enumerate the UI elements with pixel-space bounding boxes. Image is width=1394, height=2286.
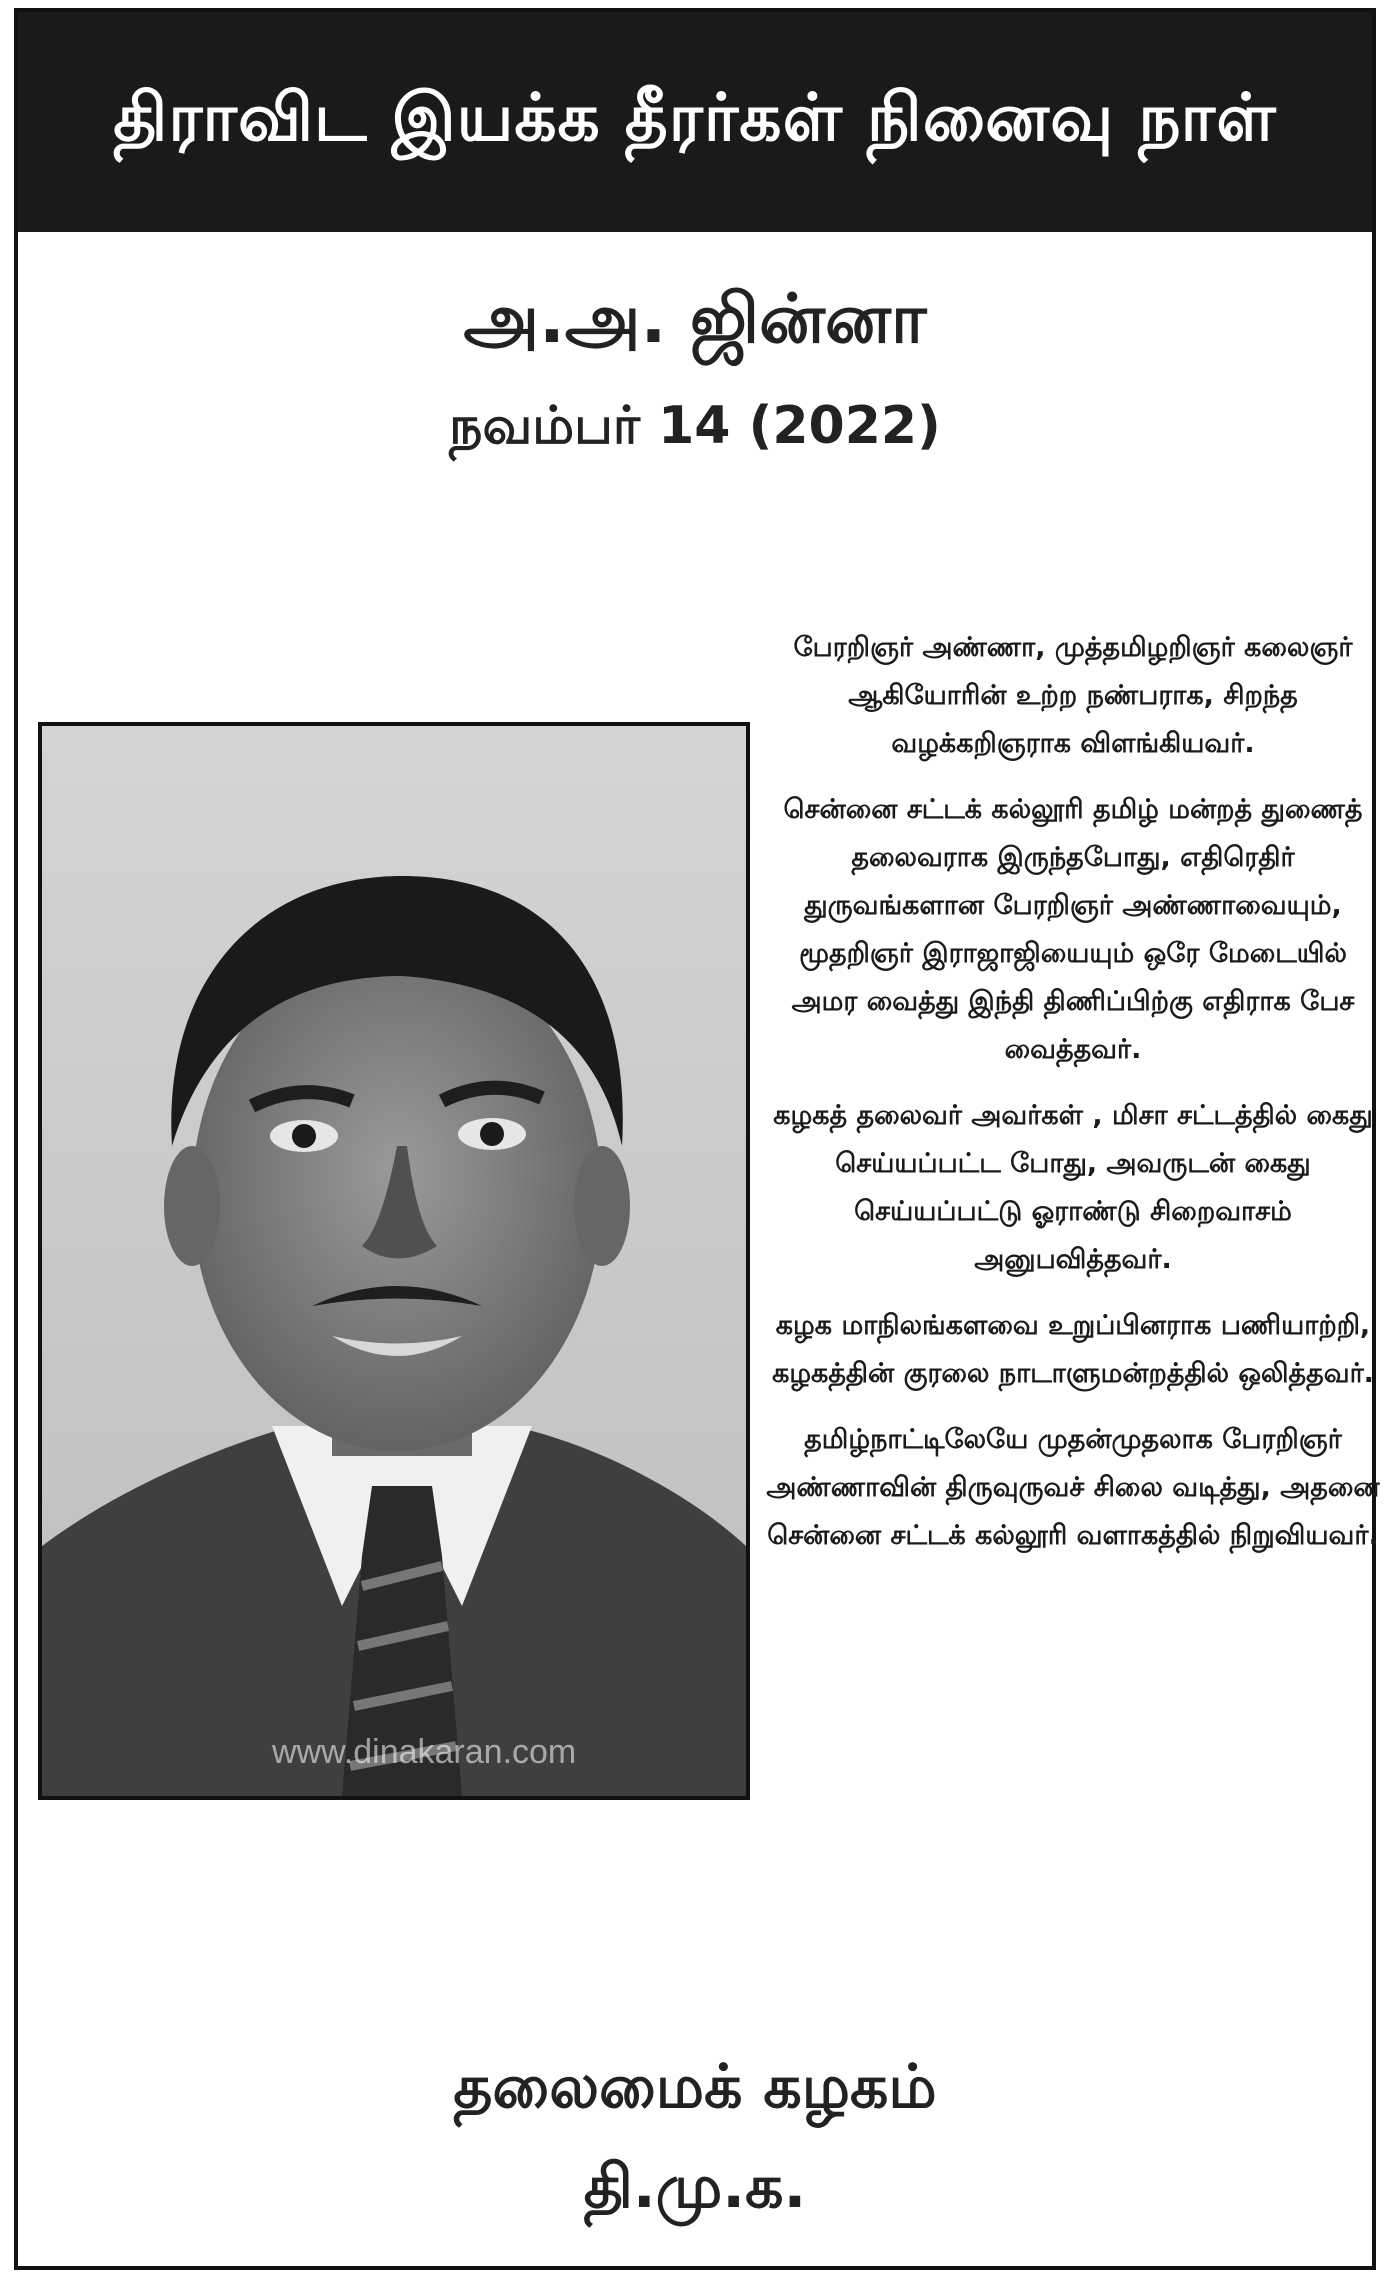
- bio-paragraph: கழகத் தலைவர் அவர்கள் , மிசா சட்டத்தில் கைது செய்யப்பட்ட போது, அவருடன் கைது செய்யப்பட்டு ஓராண்டு சிறைவாசம் அனுபவித்தவர்.: [773, 1100, 1373, 1275]
- bio-paragraph: கழக மாநிலங்களவை உறுப்பினராக பணியாற்றி, கழகத்தின் குரலை நாடாளுமன்றத்தில் ஒலித்தவர்.: [772, 1310, 1374, 1389]
- footer-organization: தலைமைக் கழகம்: [453, 2052, 937, 2122]
- memorial-date: நவம்பர் 14 (2022): [449, 396, 941, 456]
- bio-paragraph: தமிழ்நாட்டிலேயே முதன்முதலாக பேரறிஞர் அண்ணாவின் திருவுருவச் சிலை வடித்து, அதனை சென்னை சட்டக் கல்லூரி வளாகத்தில் நிறுவியவர்.: [766, 1424, 1380, 1551]
- biography: [762, 624, 1384, 1578]
- announcement-frame: [14, 8, 1380, 2270]
- footer-party-name: தி.மு.க.: [583, 2152, 807, 2222]
- portrait-illustration: [42, 726, 746, 1796]
- portrait-photo: [38, 722, 750, 1800]
- person-name: அ.அ. ஜின்னா: [463, 280, 927, 359]
- photo-watermark: www.dinakaran.com: [272, 1733, 577, 1771]
- header-band: [18, 12, 1372, 232]
- bio-paragraph: பேரறிஞர் அண்ணா, முத்தமிழறிஞர் கலைஞர் ஆகியோரின் உற்ற நண்பராக, சிறந்த வழக்கறிஞராக விளங்கியவர்.: [793, 632, 1353, 759]
- header-title: திராவிட இயக்க தீரர்கள் நினைவு நாள்: [113, 79, 1277, 156]
- bio-paragraph: சென்னை சட்டக் கல்லூரி தமிழ் மன்றத் துணைத் தலைவராக இருந்தபோது, எதிரெதிர் துருவங்களான பேரறிஞர் அண்ணாவையும், மூதறிஞர் இராஜாஜியையும் ஒரே மேடையில் அமர வைத்து இந்தி திணிப்பிற்கு எதிராக பேச வைத்தவர்.: [783, 794, 1363, 1065]
